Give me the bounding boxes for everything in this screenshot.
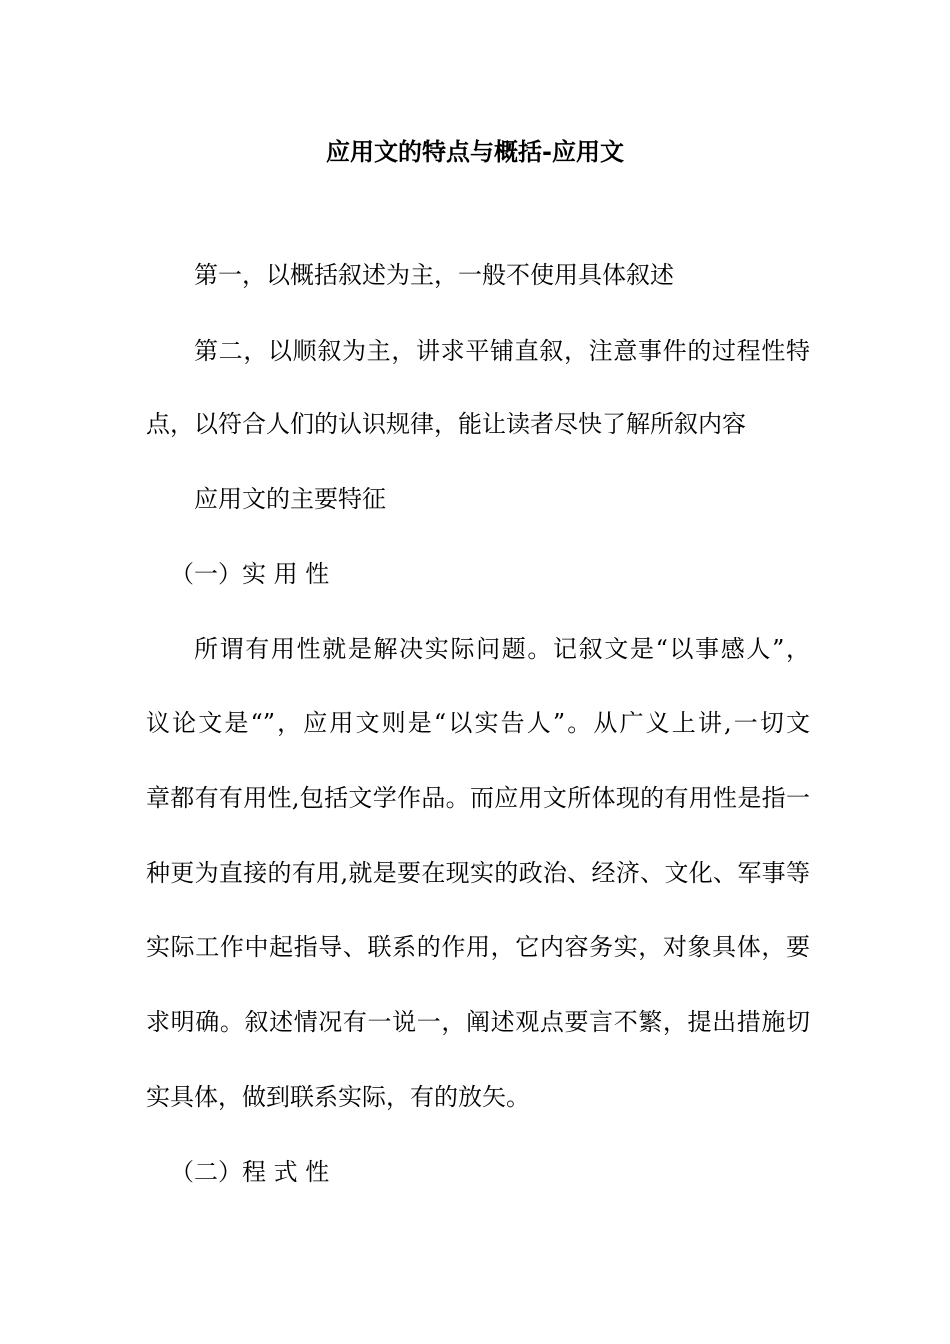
- paragraph-line-3: 点，以符合人们的认识规律，能让读者尽快了解所叙内容: [146, 410, 746, 438]
- paragraph-line-11: 求明确。叙述情况有一说一，阐述观点要言不繁，提出措施切: [146, 1008, 810, 1036]
- section-heading-main-features: 应用文的主要特征: [194, 485, 386, 513]
- paragraph-line-2: 第二，以顺叙为主，讲求平铺直叙，注意事件的过程性特: [194, 337, 810, 365]
- paragraph-line-9: 种更为直接的有用,就是要在现实的政治、经济、文化、军事等: [146, 859, 810, 887]
- paragraph-line-10: 实际工作中起指导、联系的作用，它内容务实，对象具体，要: [146, 933, 810, 961]
- document-title: 应用文的特点与概括-应用文: [326, 138, 624, 166]
- paragraph-line-1: 第一，以概括叙述为主，一般不使用具体叙述: [194, 261, 674, 289]
- section-heading-formality: （二）程 式 性: [170, 1158, 330, 1186]
- section-heading-practicality: （一）实 用 性: [170, 560, 330, 588]
- paragraph-line-7: 议论文是“”，应用文则是“以实告人”。从广义上讲,一切文: [146, 709, 810, 737]
- paragraph-line-8: 章都有有用性,包括文学作品。而应用文所体现的有用性是指一: [146, 784, 810, 812]
- paragraph-line-12: 实具体，做到联系实际，有的放矢。: [146, 1083, 530, 1111]
- paragraph-line-6: 所谓有用性就是解决实际问题。记叙文是“以事感人”，: [194, 635, 810, 663]
